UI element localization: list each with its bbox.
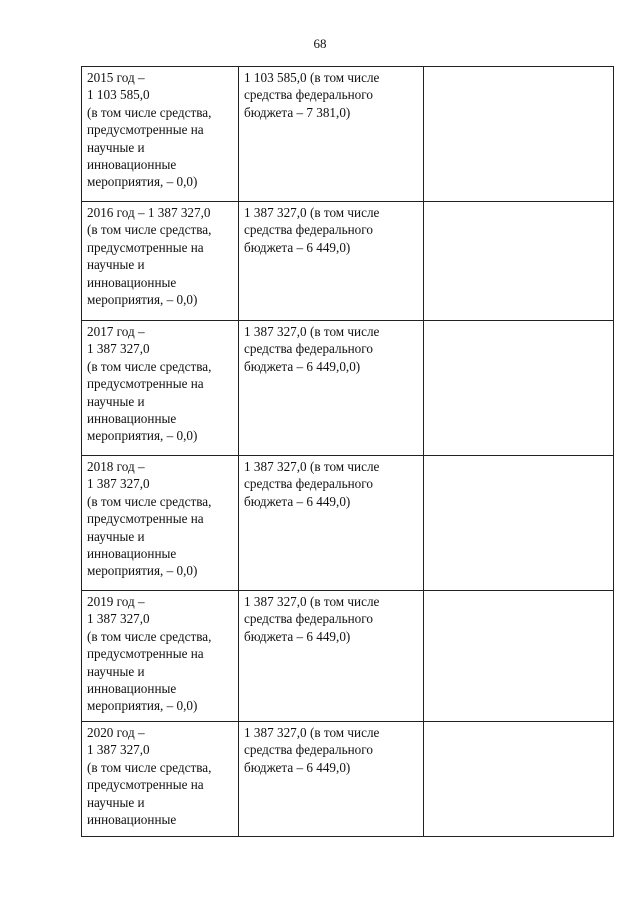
year-total-cell	[82, 321, 239, 456]
federal-budget-cell	[239, 321, 424, 456]
year-total-text: 2015 год – 1 103 585,0 (в том числе средства, предусмотренные на научные и инновационные мероприятия, – 0,0)	[87, 70, 212, 190]
year-total-text: 2017 год – 1 387 327,0 (в том числе средства, предусмотренные на научные и инновационные мероприятия, – 0,0)	[87, 324, 212, 444]
federal-budget-cell	[239, 722, 424, 837]
federal-budget-text: 1 387 327,0 (в том числе средства федерального бюджета – 6 449,0)	[244, 459, 380, 509]
federal-budget-cell	[239, 456, 424, 591]
federal-budget-text: 1 387 327,0 (в том числе средства федерального бюджета – 6 449,0,0)	[244, 324, 380, 374]
empty-cell	[424, 722, 614, 837]
year-total-text: 2019 год – 1 387 327,0 (в том числе средства, предусмотренные на научные и инновационные мероприятия, – 0,0)	[87, 594, 212, 714]
table-row-2016	[82, 202, 614, 321]
year-total-cell	[82, 456, 239, 591]
empty-cell	[424, 321, 614, 456]
year-total-cell	[82, 67, 239, 202]
year-total-text: 2020 год – 1 387 327,0 (в том числе средства, предусмотренные на научные и инновационные	[87, 725, 212, 828]
table-row-2015	[82, 67, 614, 202]
year-total-cell	[82, 591, 239, 722]
table-row-2020	[82, 722, 614, 837]
empty-cell	[424, 591, 614, 722]
federal-budget-text: 1 387 327,0 (в том числе средства федерального бюджета – 6 449,0)	[244, 205, 380, 255]
federal-budget-cell	[239, 591, 424, 722]
empty-cell	[424, 202, 614, 321]
federal-budget-text: 1 387 327,0 (в том числе средства федерального бюджета – 6 449,0)	[244, 594, 380, 644]
federal-budget-text: 1 103 585,0 (в том числе средства федерального бюджета – 7 381,0)	[244, 70, 380, 120]
table-row-2019	[82, 591, 614, 722]
empty-cell	[424, 456, 614, 591]
year-total-cell	[82, 722, 239, 837]
federal-budget-cell	[239, 67, 424, 202]
page-number: 68	[313, 36, 327, 51]
year-total-text: 2018 год – 1 387 327,0 (в том числе средства, предусмотренные на научные и инновационные мероприятия, – 0,0)	[87, 459, 212, 579]
federal-budget-cell	[239, 202, 424, 321]
federal-budget-text: 1 387 327,0 (в том числе средства федерального бюджета – 6 449,0)	[244, 725, 380, 775]
empty-cell	[424, 67, 614, 202]
table-row-2017	[82, 321, 614, 456]
year-total-text: 2016 год – 1 387 327,0 (в том числе средства, предусмотренные на научные и инновационные мероприятия, – 0,0)	[87, 205, 212, 308]
table-row-2018	[82, 456, 614, 591]
funding-table	[81, 66, 614, 837]
year-total-cell	[82, 202, 239, 321]
